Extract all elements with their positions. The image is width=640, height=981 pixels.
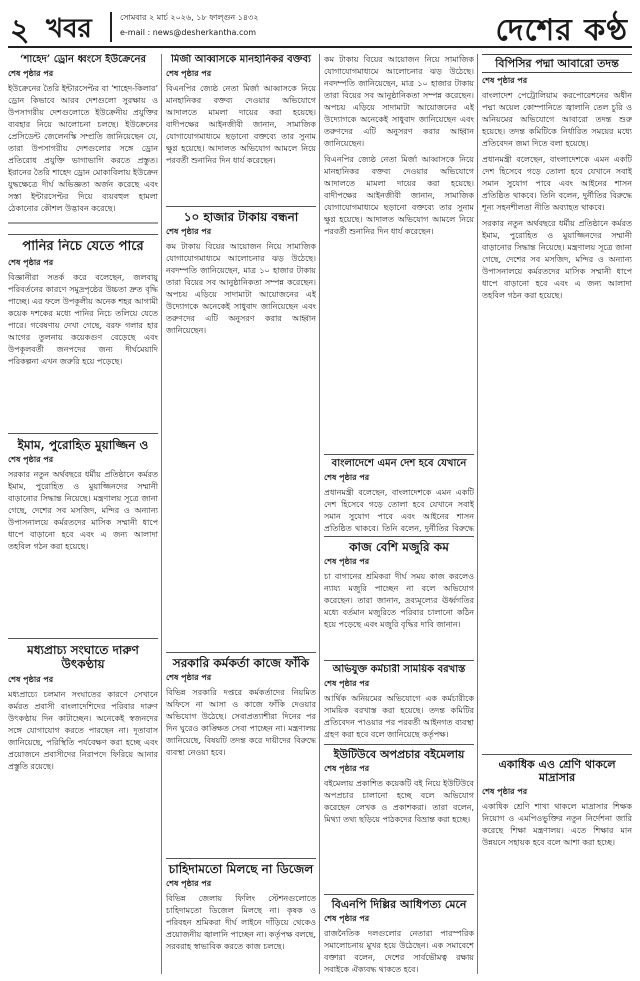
article-headline: কাজ বেশি মজুরি কম <box>349 540 449 554</box>
article-body: বিজ্ঞানীরা সতর্ক করে বলেছেন, জলবায়ু পরিবর্তনের কারণে সমুদ্রপৃষ্ঠের উচ্চতা দ্রুত বৃদ্ধি পাচ্ছে। এর ফলে উপকূলীয় অনেক শহর আগামী কয়েক দশকের মধ্যে পানির নিচে তলিয়ে যেতে পারে। গবেষণায় দেখা গেছে, বরফ গলার হার আগের তুলনায় কয়েকগুণ বেড়েছে এবং উপকূলবর্তী জনপদের জন্য দীর্ঘমেয়াদি পরিকল্পনা এখন জরুরি হয়ে পড়েছে। <box>8 272 158 366</box>
article-headline: চাহিদামতো মিলছে না ডিজেল <box>168 862 314 876</box>
article-body: কম টাকায় বিয়ের আয়োজন নিয়ে সামাজিক যোগাযোগমাধ্যমে আলোচনার ঝড় উঠেছে। নবদম্পতি জানিয়েছেন, মাত্র ১০ হাজার টাকায় তারা বিয়ের সব আনুষ্ঠানিকতা সম্পন্ন করেছেন। অপচয় এড়িয়ে সাদামাটা আয়োজনের এই উদ্যোগকে অনেকেই সাধুবাদ জানিয়েছেন এবং তরুণদের এটি অনুসরণ করার আহ্বান জানিয়েছেন। <box>166 242 316 336</box>
article-headline: বাংলাদেশে এমন দেশ হবে যেখানে <box>331 458 467 469</box>
continuation-kicker: শেষ পৃষ্ঠার পর <box>166 673 212 683</box>
divider <box>8 638 158 639</box>
article-body: কম টাকায় বিয়ের আয়োজন নিয়ে সামাজিক যোগাযোগমাধ্যমে আলোচনার ঝড় উঠেছে। নবদম্পতি জানিয়েছেন, মাত্র ১০ হাজার টাকায় তারা বিয়ের সব আনুষ্ঠানিকতা সম্পন্ন করেছেন। অপচয় এড়িয়ে সাদামাটা আয়োজনের এই উদ্যোগকে অনেকেই সাধুবাদ জানিয়েছেন এবং তরুণদের এটি অনুসরণ করার আহ্বান জানিয়েছেন। <box>324 55 474 148</box>
divider <box>324 660 474 661</box>
continuation-kicker: শেষ পৃষ্ঠার পর <box>166 69 212 78</box>
section-name: খবর <box>46 14 92 44</box>
article-headline: ১০ হাজার টাকায় বন্ধনা <box>183 210 299 224</box>
article-imam <box>8 438 158 634</box>
date-line: সোমবার ২ মার্চ ২০২৬, ১৮ ফাল্গুন ১৪৩২ <box>120 13 259 22</box>
article-body: বিএনপির জ্যেষ্ঠ নেতা মির্জা আব্বাসকে নিয়ে মানহানিকর বক্তব্য দেওয়ার অভিযোগে আদালতে মামলা দায়ের করা হয়েছে। বাদীপক্ষের আইনজীবী জানান, সামাজিক যোগাযোগমাধ্যমে ছড়ানো বক্তব্যে তার সুনাম ক্ষুণ্ণ হয়েছে। আদালত অভিযোগ আমলে নিয়ে পরবর্তী শুনানির দিন ধার্য করেছেন। <box>166 84 316 165</box>
article-headline: ইউটিউবে অপপ্রচার বইমেলায় <box>333 748 465 761</box>
article-underwater <box>8 239 158 429</box>
article-headline: বিপিসির পদ্মা আবারো তদন্ত <box>482 54 632 73</box>
article-headline: পানির নিচে যেতে পারে <box>22 239 144 254</box>
column-rule <box>319 54 320 974</box>
article-wedding <box>166 210 316 648</box>
column-3 <box>324 54 474 976</box>
divider <box>324 536 474 537</box>
divider <box>166 652 316 653</box>
page-number: ২ <box>10 13 30 48</box>
masthead-divider <box>110 12 112 42</box>
continuation-kicker: শেষ পৃষ্ঠার পর <box>324 679 370 688</box>
continuation-kicker: শেষ পৃষ্ঠার পর <box>482 76 528 86</box>
masthead <box>8 6 632 48</box>
article-headline: অভিযুক্ত কর্মচারী সাময়িক বরখাস্ত <box>332 664 466 675</box>
article-headline: একাধিক এও শ্রেণি থাকলে মাদ্রাসার <box>498 758 616 785</box>
continuation-kicker: শেষ পৃষ্ঠার পর <box>482 787 528 797</box>
article-body: রাজনৈতিক দলগুলোর নেতারা পারস্পরিক সমালোচনায় মুখর হয়ে উঠেছেন। এক সমাবেশে বক্তারা বলেন, দেশের সার্বভৌমত্ব রক্ষায় সবাইকে ঐক্যবদ্ধ থাকতে হবে। <box>324 929 474 975</box>
continuation-kicker: শেষ পৃষ্ঠার পর <box>166 227 212 237</box>
article-body: বিভিন্ন জেলায় ফিলিং স্টেশনগুলোতে চাহিদামতো ডিজেল মিলছে না। কৃষক ও পরিবহন শ্রমিকরা দীর্ঘ লাইনে দাঁড়িয়ে থেকেও প্রয়োজনীয় জ্বালানি পাচ্ছেন না। কর্তৃপক্ষ বলছে, সরবরাহ স্বাভাবিক করতে কাজ চলছে। <box>166 894 316 952</box>
column-4 <box>482 54 632 976</box>
divider <box>166 858 316 859</box>
article-mirza-abbas <box>166 54 316 202</box>
article-middle-east <box>8 643 158 976</box>
newspaper-brand: দেশের কণ্ঠ <box>495 13 628 48</box>
continuation-kicker: শেষ পৃষ্ঠার পর <box>324 473 370 482</box>
continuation-kicker: শেষ পৃষ্ঠার পর <box>8 674 54 684</box>
article-body: মধ্যপ্রাচ্যে চলমান সংঘাতের কারণে সেখানে কর্মরত প্রবাসী বাংলাদেশিদের পরিবার দারুণ উৎকণ্ঠায় দিন কাটাচ্ছেন। অনেকেই স্বজনদের সঙ্গে যোগাযোগ করতে পারছেন না। দূতাবাস জানিয়েছে, পরিস্থিতি পর্যবেক্ষণ করা হচ্ছে এবং প্রয়োজনে প্রবাসীদের নিরাপদে ফিরিয়ে আনার প্রস্তুতি রয়েছে। <box>8 689 158 771</box>
contact-email: e-mail : news@desherkantha.com <box>120 28 257 37</box>
article-bangladesh <box>324 458 474 532</box>
article-headline: মধ্যপ্রাচ্য সংঘাতে দারুণ উৎকণ্ঠায় <box>27 643 139 672</box>
continuation-kicker: শেষ পৃষ্ঠার পর <box>324 557 370 567</box>
divider <box>324 894 474 895</box>
continuation-kicker: শেষ পৃষ্ঠার পর <box>8 69 54 78</box>
continuation-kicker: শেষ পৃষ্ঠার পর <box>324 764 370 774</box>
article-wages <box>324 540 474 656</box>
article-body: চা বাগানের শ্রমিকরা দীর্ঘ সময় কাজ করলেও ন্যায্য মজুরি পাচ্ছেন না বলে অভিযোগ করেছেন। তারা জানান, দ্রব্যমূল্যের ঊর্ধ্বগতির মধ্যে বর্তমান মজুরিতে পরিবার চালানো কঠিন হয়ে পড়েছে এবং মজুরি বৃদ্ধির দাবি জানান। <box>324 572 474 630</box>
article-body: সরকার নতুন অর্থবছরে ধর্মীয় প্রতিষ্ঠানে কর্মরত ইমাম, পুরোহিত ও মুয়াজ্জিনদের সম্মানী বাড়ানোর সিদ্ধান্ত নিয়েছে। মন্ত্রণালয় সূত্রে জানা গেছে, দেশের সব মসজিদ, মন্দির ও অন্যান্য উপাসনালয়ে কর্মরতদের মাসিক সম্মানী ধাপে ধাপে বাড়ানো হবে এবং এ জন্য আলাদা তহবিল গঠন করা হয়েছে। <box>482 219 632 301</box>
continuation-kicker: শেষ পৃষ্ঠার পর <box>8 455 54 465</box>
column-2 <box>166 54 316 976</box>
article-padma-oil <box>482 54 632 750</box>
divider <box>482 754 632 755</box>
article-diesel <box>166 862 316 976</box>
article-body: আর্থিক অনিয়মের অভিযোগে এক কর্মচারীকে সাময়িক বরখাস্ত করা হয়েছে। তদন্ত কমিটির প্রতিবেদন পাওয়ার পর পরবর্তী আইনগত ব্যবস্থা গ্রহণ করা হবে বলে জানিয়েছে কর্তৃপক্ষ। <box>324 694 474 739</box>
article-body: প্রধানমন্ত্রী বলেছেন, বাংলাদেশকে এমন একটি দেশ হিসেবে গড়ে তোলা হবে যেখানে সবাই সমান সুযোগ পাবে এবং আইনের শাসন প্রতিষ্ঠিত থাকবে। তিনি বলেন, দুর্নীতির বিরুদ্ধে <box>324 488 474 532</box>
article-youtube <box>324 748 474 890</box>
article-drone <box>8 54 158 230</box>
article-headline: মির্জা আব্বাসকে মানহানিকর বক্তব্য <box>171 54 311 65</box>
column-rule <box>477 54 478 974</box>
article-body: ইউক্রেনের তৈরি ইন্টারসেপ্টর বা ‘শাহেদ-কিলার’ ড্রোন কিভাবে আরব দেশগুলো সুরক্ষায় ও উপসাগরীয় দেশগুলোতে ইউক্রেনীয় প্রযুক্তির ব্যবহার নিয়ে আলোচনা চলছে। ইউক্রেনের প্রেসিডেন্ট জেলেনস্কি সম্প্রতি জানিয়েছেন যে, তারা উপসাগরীয় দেশগুলোর সঙ্গে ড্রোন প্রতিরোধ প্রযুক্তি ভাগাভাগি করতে প্রস্তুত। ইরানের তৈরি শাহেদ ড্রোন মোকাবিলায় ইউক্রেন যুদ্ধক্ষেত্রে দীর্ঘ অভিজ্ঞতা অর্জন করেছে এবং সস্তা ইন্টারসেপ্টর দিয়ে ব্যয়বহুল হামলা ঠেকানোর কৌশল উদ্ভাবন করেছে। <box>8 84 158 213</box>
divider <box>8 234 158 235</box>
article-body: বাংলাদেশ পেট্রোলিয়াম করপোরেশনের অধীন পদ্মা অয়েল কোম্পানিতে জ্বালানি তেল চুরি ও অনিয়মের অভিযোগে আবারো তদন্ত শুরু হয়েছে। তদন্ত কমিটিকে নির্ধারিত সময়ের মধ্যে প্রতিবেদন জমা দিতে বলা হয়েছে। <box>482 91 632 149</box>
article-body: বিভিন্ন সরকারি দপ্তরে কর্মকর্তাদের নিয়মিত অফিসে না আসা ও কাজে ফাঁকি দেওয়ার অভিযোগ উঠেছে। সেবাপ্রত্যাশীরা দিনের পর দিন ঘুরেও কাঙ্ক্ষিত সেবা পাচ্ছেন না। মন্ত্রণালয় জানিয়েছে, বিষয়টি তদন্ত করে দায়ীদের বিরুদ্ধে ব্যবস্থা নেওয়া হবে। <box>166 688 316 758</box>
text-lines <box>8 217 158 229</box>
article-body: প্রধানমন্ত্রী বলেছেন, বাংলাদেশকে এমন একটি দেশ হিসেবে গড়ে তোলা হবে যেখানে সবাই সমান সুযোগ পাবে এবং আইনের শাসন প্রতিষ্ঠিত থাকবে। তিনি বলেন, দুর্নীতির বিরুদ্ধে শূন্য সহনশীলতা নীতি অব্যাহত থাকবে। <box>482 155 632 213</box>
article-officials <box>166 656 316 854</box>
article-body: বইমেলায় প্রকাশিত কয়েকটি বই নিয়ে ইউটিউবে অপপ্রচার চালানো হচ্ছে বলে অভিযোগ করেছেন লেখক ও প্রকাশকরা। তারা বলেন, মিথ্যা তথ্য ছড়িয়ে পাঠকদের বিভ্রান্ত করা হচ্ছে। <box>324 779 474 825</box>
article-continued <box>324 54 474 450</box>
divider <box>166 206 316 207</box>
article-headline: বিএনপি দিল্লির আধিপত্য মেনে <box>331 898 467 911</box>
continuation-kicker: শেষ পৃষ্ঠার পর <box>166 879 212 889</box>
divider <box>324 744 474 745</box>
article-body: সরকার নতুন অর্থবছরে ধর্মীয় প্রতিষ্ঠানে কর্মরত ইমাম, পুরোহিত ও মুয়াজ্জিনদের সম্মানী বাড়ানোর সিদ্ধান্ত নিয়েছে। মন্ত্রণালয় সূত্রে জানা গেছে, দেশের সব মসজিদ, মন্দির ও অন্যান্য উপাসনালয়ে কর্মরতদের মাসিক সম্মানী ধাপে ধাপে বাড়ানো হবে এবং এ জন্য আলাদা তহবিল গঠন করা হয়েছে। <box>8 470 158 552</box>
divider <box>8 433 158 434</box>
article-headline: সরকারি কর্মকর্তা কাজে ফাঁকি <box>172 656 310 670</box>
divider <box>324 454 474 455</box>
article-suspended <box>324 664 474 740</box>
article-body: বিএনপির জ্যেষ্ঠ নেতা মির্জা আব্বাসকে নিয়ে মানহানিকর বক্তব্য দেওয়ার অভিযোগে আদালতে মামলা দায়ের করা হয়েছে। বাদীপক্ষের আইনজীবী জানান, সামাজিক যোগাযোগমাধ্যমে ছড়ানো বক্তব্যে তার সুনাম ক্ষুণ্ণ হয়েছে। আদালত অভিযোগ আমলে নিয়ে পরবর্তী শুনানির দিন ধার্য করেছেন। <box>324 155 474 236</box>
continuation-kicker: শেষ পৃষ্ঠার পর <box>8 257 54 267</box>
article-body: একাধিক শ্রেণি শাখা থাকলে মাদ্রাসার শিক্ষক নিয়োগ ও এমপিওভুক্তির নতুন নির্দেশনা জারি করেছে শিক্ষা মন্ত্রণালয়। এতে শিক্ষার মান উন্নয়নে সহায়ক হবে বলে আশা করা হচ্ছে। <box>482 802 632 848</box>
continuation-kicker: শেষ পৃষ্ঠার পর <box>324 914 370 924</box>
article-headline: ইমাম, পুরোহিত মুয়াজ্জিন ও <box>17 438 149 452</box>
column-1 <box>8 54 158 976</box>
article-headline: ‘শাহেদ’ ড্রোন ধ্বংসে ইউক্রেনের <box>19 54 146 65</box>
column-rule <box>161 54 162 974</box>
article-delhi <box>324 898 474 976</box>
article-madrasa <box>482 758 632 976</box>
